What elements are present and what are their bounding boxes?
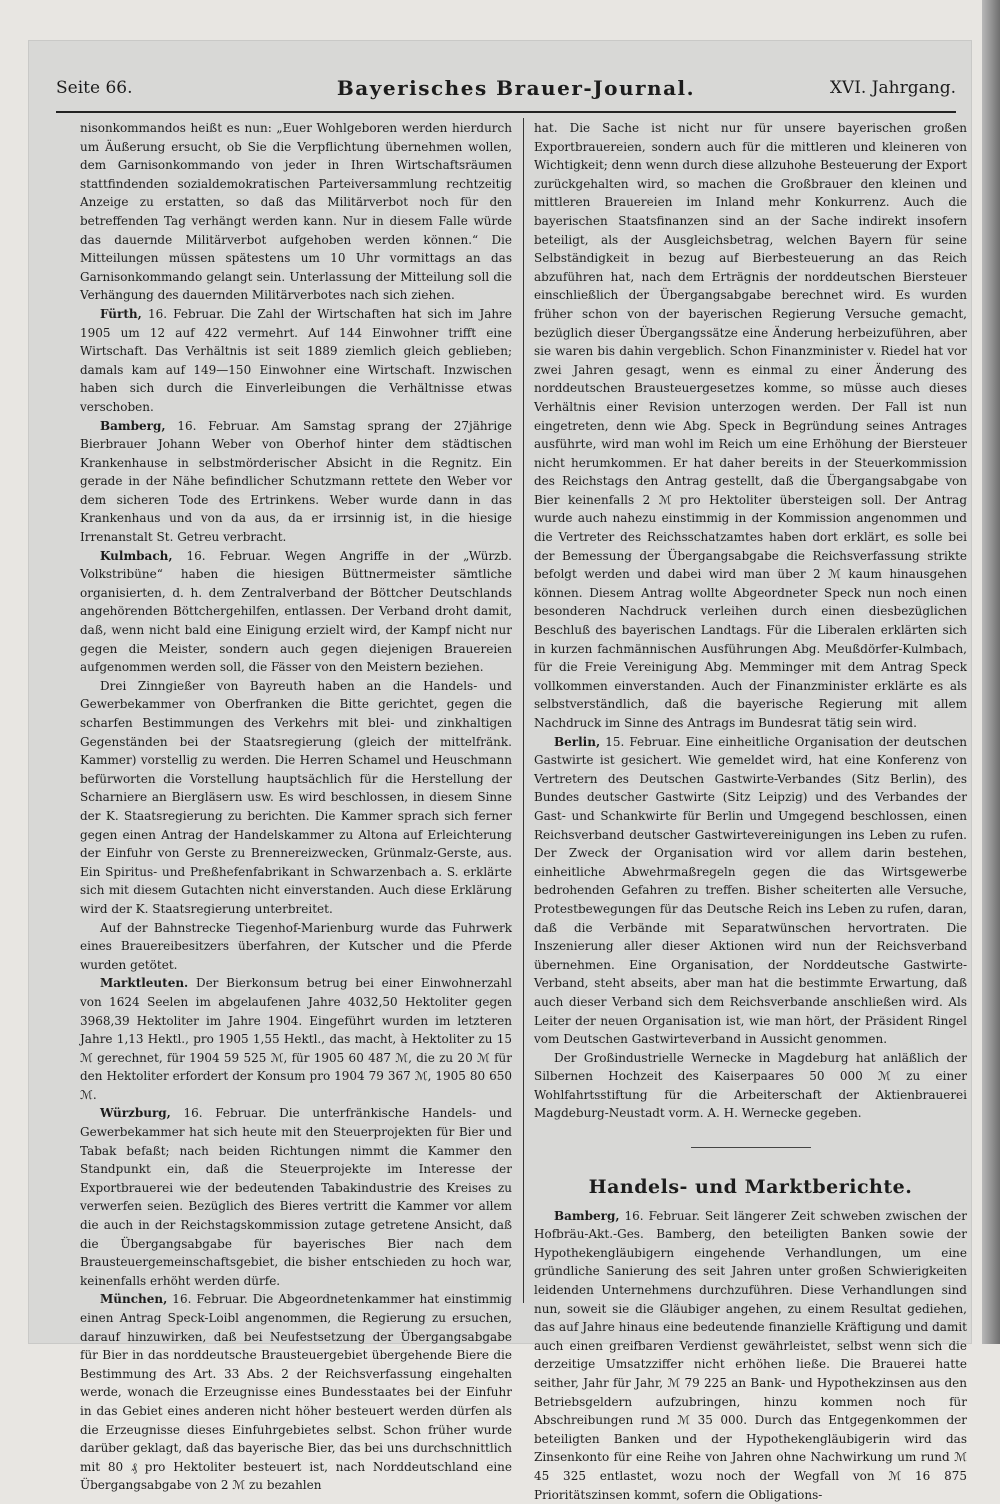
scan-edge bbox=[982, 0, 1000, 1344]
article-paragraph bbox=[80, 919, 512, 975]
page-number: Seite 66. bbox=[56, 78, 133, 98]
paragraph-text: 16. Februar. Am Samstag sprang der 27jährige Bierbrauer Johann Weber von Oberhof hinter dem städtischen Krankenhause in selbstmörderischer Absicht in die Regnitz. Ein gerade in der Nähe befindlicher Schutzmann rettete den Weber vor dem sicheren Tode des Ertrinkens. Weber wurde dann in das Krankenhaus und von da aus, da er irrsinnig ist, in die hiesige Irrenanstalt St. Getreu verbracht. bbox=[80, 418, 512, 545]
dateline-place: Marktleuten. bbox=[100, 976, 189, 991]
paragraph-text: 16. Februar. Die unterfränkische Handels- und Gewerbekammer hat sich heute mit den Steuerprojekten für Bier und Tabak befaßt; nach beiden Richtungen nimmt die Kammer den Standpunkt ein, daß die Steuerprojekte im Interesse der Exportbrauerei wie der bedeutenden Tabakindustrie des Kreises zu verwerfen seien. Bezüglich des Bieres vertritt die Kammer vor allem die auch in der Reichstagskommission zutage getretene Ansicht, daß die Übergangsabgabe für bayerisches Bier nach dem Brausteuergemeinschaftsgebiet, die bisher entschieden zu hoch war, keinenfalls erhöht werden dürfe. bbox=[80, 1106, 512, 1288]
paragraph-text: 16. Februar. Wegen Angriffe in der „Würzb. Volkstribüne“ haben die hiesigen Büttnermeister sämtliche organisierten, d. h. dem Zentralverband der Böttcher Deutschlands angehörenden Böttchergehilfen, entlassen. Der Verband droht damit, daß, wenn nicht bald eine Einigung erzielt wird, der Kampf nicht nur gegen die Meister, sondern auch gegen diejenigen Brauereien aufgenommen werden soll, die Fässer von den Meistern beziehen. bbox=[80, 548, 512, 675]
volume-label: XVI. Jahrgang. bbox=[829, 78, 956, 98]
article-paragraph bbox=[80, 547, 512, 677]
left-column bbox=[80, 119, 512, 1493]
decorative-rule bbox=[691, 1147, 811, 1148]
paragraph-text: 16. Februar. Die Abgeordnetenkammer hat einstimmig einen Antrag Speck-Loibl angenommen, die Regierung zu ersuchen, darauf hinzuwirken, daß bei Neufestsetzung der Übergangsabgabe für Bier in das norddeutsche Brausteuergebiet übergehende Biere die Bestimmung des Art. 33 Abs. 2 der Reichsverfassung eingehalten werde, wonach die Erzeugnisse eines Bundesstaates bei der Einfuhr in das Gebiet eines anderen nicht höher besteuert werden dürfen als die Erzeugnisse dieses Einfuhrgebietes selbst. Schon früher wurde darüber geklagt, daß das bayerische Bier, das bei uns durchschnittlich mit 80 ₰ pro Hektoliter besteuert ist, nach Norddeutschland eine Übergangsabgabe von 2 ℳ zu bezahlen bbox=[80, 1292, 512, 1493]
page-header bbox=[56, 76, 956, 110]
article-paragraph bbox=[80, 119, 512, 305]
dateline-place: München, bbox=[100, 1292, 168, 1307]
article-paragraph bbox=[534, 733, 967, 1049]
paragraph-text: Auf der Bahnstrecke Tiegenhof-Marienburg wurde das Fuhrwerk eines Brauereibesitzers überfahren, der Kutscher und die Pferde wurden getötet. bbox=[80, 920, 512, 972]
article-paragraph bbox=[534, 119, 967, 733]
paragraph-text: nisonkommandos heißt es nun: „Euer Wohlgeboren werden hierdurch um Äußerung ersucht, ob Sie die Verpflichtung übernehmen wollen, dem Garnisonkommando von jeder in Ihren Wirtschaftsräumen stattfindenden sozialdemokratischen Parteiversammlung rechtzeitig Anzeige zu erstatten, so daß das Militärverbot noch für den betreffenden Tag verhängt werden kann. Nur in diesem Falle würde das dauernde Militärverbot aufgehoben werden können.“ Die Mitteilungen müssen spätestens um 10 Uhr vormittags an das Garnisonkommando gelangt sein. Unterlassung der Mitteilung soll die Verhängung des dauernden Militärverbotes nach sich ziehen. bbox=[80, 121, 512, 303]
article-paragraph bbox=[80, 417, 512, 547]
paragraph-text: 16. Februar. Die Zahl der Wirtschaften hat sich im Jahre 1905 um 12 auf 422 vermehrt. Auf 144 Einwohner trifft eine Wirtschaft. Das Verhältnis ist seit 1889 ziemlich gleich geblieben; damals kam auf 149—150 Einwohner eine Wirtschaft. Inzwischen haben sich durch die Einverleibungen die Verhältnisse etwas verschoben. bbox=[80, 306, 512, 414]
article-paragraph bbox=[80, 1290, 512, 1495]
dateline-place: Berlin, bbox=[554, 734, 601, 749]
section-heading: Handels- und Marktberichte. bbox=[588, 1176, 913, 1199]
dateline-place: Bamberg, bbox=[554, 1208, 620, 1223]
paragraph-text: 16. Februar. Seit längerer Zeit schweben zwischen der Hofbräu-Akt.-Ges. Bamberg, den beteiligten Banken sowie der Hypothekengläubigern eingehende Verhandlungen, um eine gründliche Sanierung des seit Jahren unter großen Schwierigkeiten leidenden Unternehmens durchzuführen. Diese Verhandlungen sind nun, soweit sie die Gläubiger angehen, zu einem Resultat gediehen, das auf Jahre hinaus eine bedeutende finanzielle Kräftigung und damit auch einen greifbaren Verdienst gewährleistet, selbst wenn sich die derzeitige Umsatzziffer nicht erhöhen ließe. Die Brauerei hatte seither, Jahr für Jahr, ℳ 79 225 an Bank- und Hypothekzinsen aus den Betriebsgeldern aufzubringen, hinzu kommen noch für Abschreibungen rund ℳ 35 000. Durch das Entgegenkommen der beteiligten Banken und der Hypothekengläubigerin wird das Zinsenkonto für eine Reihe von Jahren ohne Nachwirkung um rund ℳ 45 325 entlastet, wozu noch der Wegfall von ℳ 16 875 Prioritätszinsen kommt, sofern die Obligations- bbox=[534, 1208, 967, 1502]
paragraph-text: Der Großindustrielle Wernecke in Magdeburg hat anläßlich der Silbernen Hochzeit des Kaiserpaares 50 000 ℳ zu einer Wohlfahrtsstiftung für die Arbeiterschaft der Aktienbrauerei Magdeburg-Neustadt vorm. A. H. Wernecke gegeben. bbox=[534, 1050, 967, 1121]
journal-title: Bayerisches Brauer-Journal. bbox=[336, 76, 696, 100]
dateline-place: Bamberg, bbox=[100, 418, 166, 433]
dateline-place: Würzburg, bbox=[100, 1106, 171, 1121]
dateline-place: Kulmbach, bbox=[100, 548, 173, 563]
article-paragraph bbox=[80, 1104, 512, 1290]
article-paragraph bbox=[80, 677, 512, 919]
article-paragraph bbox=[534, 1207, 967, 1504]
paragraph-text: Der Bierkonsum betrug bei einer Einwohnerzahl von 1624 Seelen im abgelaufenen Jahre 4032,50 Hektoliter gegen 3968,39 Hektoliter im Jahre 1904. Eingeführt wurden im letzteren Jahre 1,13 Hektl., pro 1905 1,55 Hektl., das macht, à Hektoliter zu 15 ℳ gerechnet, für 1904 59 525 ℳ, für 1905 60 487 ℳ, die zu 20 ℳ für den Hektoliter erfordert der Konsum pro 1904 79 367 ℳ, 1905 80 650 ℳ. bbox=[80, 976, 512, 1102]
article-paragraph bbox=[80, 974, 512, 1104]
column-divider bbox=[523, 118, 524, 1303]
paragraph-text: hat. Die Sache ist nicht nur für unsere bayerischen großen Exportbrauereien, sondern auch für die mittleren und kleineren von Wichtigkeit; denn wenn durch diese allzuhohe Besteuerung der Export zurückgehalten wird, so machen die Großbrauer den kleinen und mittleren Brauereien im Inland mehr Konkurrenz. Auch die bayerischen Staatsfinanzen sind an der Sache indirekt insofern beteiligt, als der Ausgleichsbetrag, welchen Bayern für seine Selbständigkeit in bezug auf Bierbesteuerung an das Reich abzuführen hat, nach dem Erträgnis der norddeutschen Biersteuer einschließlich der Übergangsabgabe berechnet wird. Es wurden früher schon von der bayerischen Regierung Versuche gemacht, bezüglich dieser Übergangssätze eine Änderung herbeizuführen, aber sie waren bis dahin vergeblich. Schon Finanzminister v. Riedel hat vor zwei Jahren gesagt, wenn es einmal zu einer Änderung des norddeutschen Brausteuergesetzes komme, so müsse auch dieses Verhältnis einer Revision unterzogen werden. Der Fall ist nun eingetreten, denn wie Abg. Speck in Begründung seines Antrages ausführte, wird man wohl im Reich um eine Erhöhung der Biersteuer nicht herumkommen. Er hat daher bereits in der Steuerkommission des Reichstags den Antrag gestellt, daß die Übergangsabgabe von Bier keinenfalls 2 ℳ pro Hektoliter übersteigen soll. Der Antrag wurde auch nahezu einstimmig in der Kommission angenommen und die Vertreter des Reichsschatzamtes haben dort erklärt, es solle bei der Bemessung der Übergangsabgabe die Reichsverfassung strikte befolgt werden und dabei wird man über 2 ℳ kaum hinausgehen können. Diesem Antrag wollte Abgeordneter Speck nun noch einen besonderen Nachdruck verleihen durch einen diesbezüglichen Beschluß des bayerischen Landtags. Für die Liberalen erklärten sich in kurzen fachmännischen Ausführungen Abg. Meußdörfer-Kulmbach, für die Freie Vereinigung Abg. Memminger mit dem Antrag Speck vollkommen einverstanden. Auch der Finanzminister erklärte es als selbstverständlich, daß die bayerische Regierung mit allem Nachdruck im Sinne des Antrags im Bundesrat tätig sein wird. bbox=[534, 121, 967, 730]
article-paragraph bbox=[534, 1049, 967, 1123]
article-paragraph bbox=[80, 305, 512, 417]
header-rule bbox=[56, 111, 956, 113]
dateline-place: Fürth, bbox=[100, 306, 142, 321]
paragraph-text: 15. Februar. Eine einheitliche Organisation der deutschen Gastwirte ist gesichert. Wie gemeldet wird, hat eine Konferenz von Vertretern des Deutschen Gastwirte-Verbandes (Sitz Berlin), des Bundes deutscher Gastwirte (Sitz Leipzig) und des Verbandes der Gast- und Schankwirte für Berlin und Umgegend beschlossen, einen Reichsverband deutscher Gastwirtevereinigungen ins Leben zu rufen. Der Zweck der Organisation wird vor allem darin bestehen, einheitliche Abwehrmaßregeln gegen die das Wirtsgewerbe bedrohenden Gefahren zu treffen. Bisher scheiterten alle Versuche, Protestbewegungen für das Deutsche Reich ins Leben zu rufen, daran, daß die Verbände mit Separatwünschen hervortraten. Die Inszenierung aller dieser Aktionen wird nun der Reichsverband übernehmen. Eine Organisation, der Norddeutsche Gastwirte-Verband, steht abseits, aber man hat die bestimmte Erwartung, daß auch dieser Verband sich dem Reichsverbande anschließen wird. Als Leiter der neuen Organisation ist, wie man hört, der Präsident Ringel vom Deutschen Gastwirteverband in Aussicht genommen. bbox=[534, 734, 967, 1047]
right-column bbox=[534, 119, 967, 1502]
paragraph-text: Drei Zinngießer von Bayreuth haben an die Handels- und Gewerbekammer von Oberfranken die Bitte gerichtet, gegen die scharfen Bestimmungen des Verkehrs mit blei- und zinkhaltigen Gegenständen bei der Staatsregierung (gleich der mittelfränk. Kammer) vorstellig zu werden. Die Herren Schamel und Heuschmann befürworten die Vorstellung hauptsächlich für die Herstellung der Scharniere an Biergläsern usw. Es wird beschlossen, in diesem Sinne der K. Staatsregierung zu berichten. Die Kammer sprach sich ferner gegen einen Antrag der Handelskammer zu Altona auf Erleichterung der Einfuhr von Gerste zu Brennereizwecken, Grünmalz-Gerste, aus. Ein Spiritus- und Preßhefenfabrikant in Schwarzenbach a. S. erklärte sich mit diesem Gutachten nicht einverstanden. Auch diese Erklärung wird der K. Staatsregierung unterbreitet. bbox=[80, 678, 512, 916]
